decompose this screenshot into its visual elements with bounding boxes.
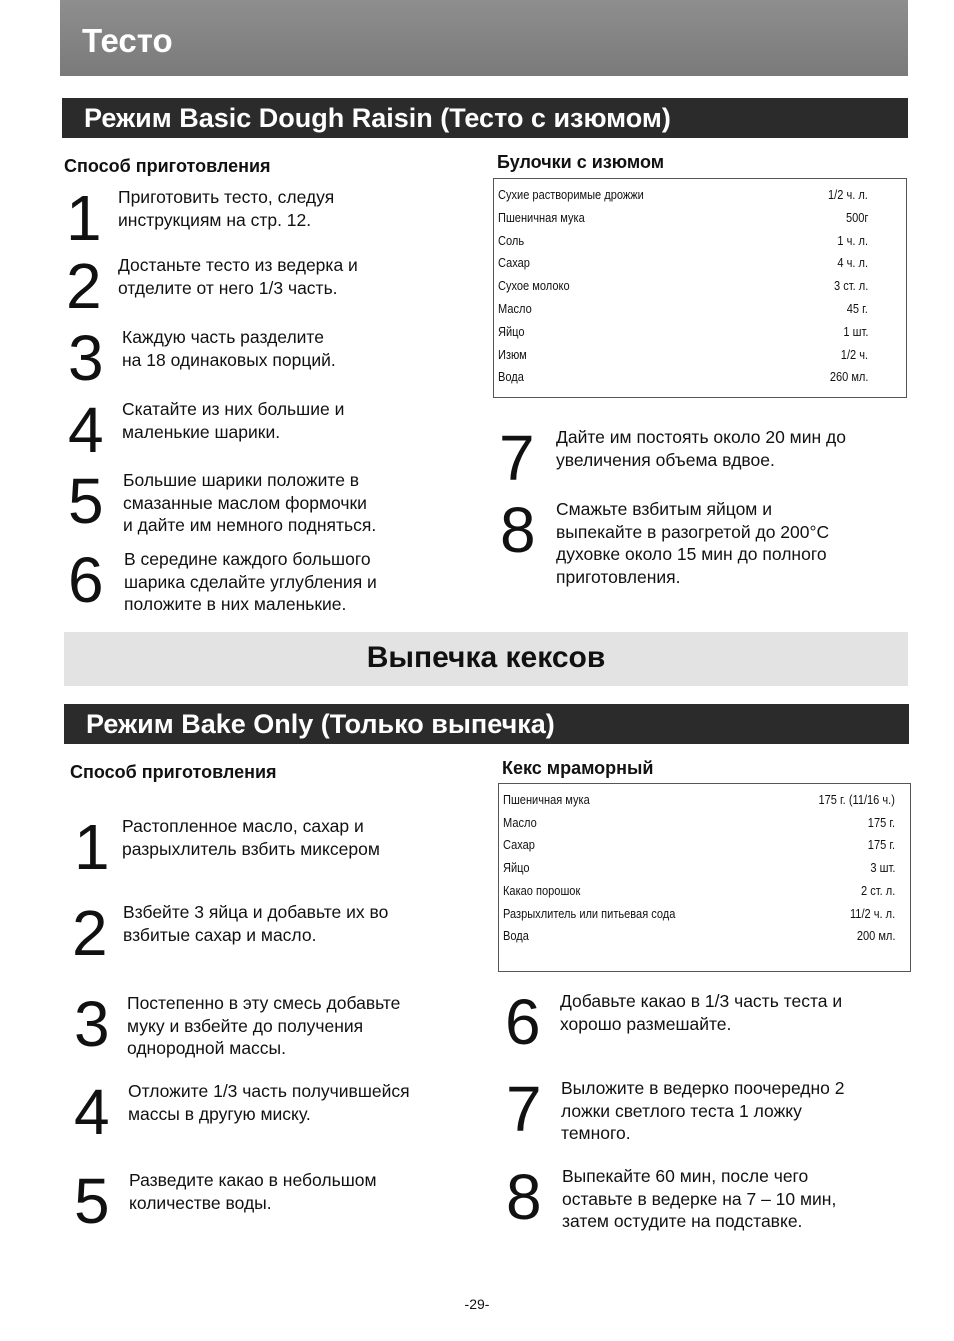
step-text-line: хорошо размешайте. [560,1013,732,1034]
step-text-line: взбитые сахар и масло. [123,924,317,945]
step-text-line: шарика сделайте углубления и [124,571,377,592]
step-text [122,815,380,860]
step-text-line: Скатайте из них большие и [122,399,345,419]
ingredient-quantity: 200 мл. [856,928,895,944]
step-number: 2 [66,250,102,322]
ingredient-row [494,301,906,319]
step-text-line: приготовления. [556,566,681,587]
step-text [123,901,388,946]
recipe-heading-dough: Булочки с изюмом [497,152,665,172]
step-number: 6 [505,986,541,1058]
step-text [561,1077,845,1145]
ingredient-quantity: 1 ч. л. [837,232,868,248]
step-number: 5 [74,1165,110,1237]
step-text-line: темного. [561,1123,631,1143]
step-number: 4 [68,394,104,466]
step-text [562,1165,836,1233]
step-number: 3 [74,988,110,1060]
step-text-line: Выложите в ведерко поочередно 2 [561,1078,845,1098]
ingredient-name: Сахар [498,255,530,271]
ingredient-name: Какао порошок [503,882,581,898]
step-text-line: и дайте им немного подняться. [123,515,377,535]
step-text [128,1080,410,1125]
step-text-line: Большие шарики положите в [123,470,360,490]
section-title-cakes: Выпечка кексов [366,641,606,674]
ingredient-quantity: 45 г. [846,301,868,316]
method-heading-bake: Способ приготовления [70,762,277,782]
mode-title-bake: Режим Bake Only (Только выпечка) [86,709,555,739]
step-text-line: Отложите 1/3 часть получившейся [128,1081,410,1101]
step-number: 8 [506,1161,542,1233]
step-number: 7 [506,1073,542,1145]
step-number: 8 [500,494,536,566]
ingredient-name: Разрыхлитель или питьевая сода [503,905,676,921]
step-number: 6 [68,544,104,616]
ingredient-quantity: 175 г. (11/16 ч.) [818,792,895,807]
mode-title-dough: Режим Basic Dough Raisin (Тесто с изюмом) [84,103,671,133]
ingredient-name: Пшеничная мука [503,792,590,807]
recipe-heading-bake: Кекс мраморный [502,758,654,778]
ingredient-name: Яйцо [498,323,525,339]
section-banner [60,0,908,76]
step-text-line: Постепенно в эту смесь добавьте [127,993,401,1013]
ingredient-row [499,860,910,878]
ingredients-table-raisin-buns [493,178,907,398]
ingredient-quantity: 1/2 ч. л. [828,187,868,202]
mode-title-bar-bake [64,704,909,744]
step-number: 1 [66,182,102,254]
ingredient-name: Вода [503,928,529,944]
step-text-line: количестве воды. [129,1192,272,1213]
step-text-line: массы в другую миску. [128,1103,311,1124]
ingredient-row [494,324,906,342]
step-number: 4 [74,1076,110,1148]
ingredient-row [499,928,910,946]
step-text-line: затем остудите на подставке. [562,1211,803,1231]
ingredient-quantity: 3 шт. [870,860,895,876]
step-text-line: ложки светлого теста 1 ложку [561,1100,802,1121]
step-number: 3 [68,322,104,394]
step-text-line: Разведите какао в небольшом [129,1170,377,1190]
ingredient-name: Сахар [503,837,535,853]
step-text-line: выпекайте в разогретой до 200°С [556,521,830,542]
step-number: 5 [68,465,104,537]
step-number: 1 [74,811,110,883]
ingredient-quantity: 260 мл. [829,369,868,385]
ingredient-row [499,837,910,855]
step-text-line: Взбейте 3 яйца и добавьте их во [123,902,389,922]
section-title: Тесто [82,22,173,59]
step-text-line: Выпекайте 60 мин, после чего [562,1166,809,1186]
page-number: -29- [464,1296,490,1312]
step-text [556,498,829,588]
step-text-line: Дайте им постоять около 20 мин до [556,427,846,447]
mode-title-bar-dough [62,98,908,138]
ingredient-name: Изюм [498,346,527,362]
step-text-line: положите в них маленькие. [124,594,347,614]
step-text-line: инструкциям на стр. 12. [118,209,312,230]
step-text-line: муку и взбейте до получения [127,1015,364,1036]
ingredient-name: Соль [498,232,525,248]
step-number: 2 [72,897,108,969]
step-text-line: оставьте в ведерке на 7 – 10 мин, [562,1188,837,1209]
ingredient-name: Масло [503,814,537,830]
ingredient-quantity: 175 г. [867,837,895,853]
ingredient-row [494,233,906,251]
ingredient-row [494,210,906,228]
step-text-line: духовке около 15 мин до полного [556,544,827,564]
step-text-line: Приготовить тесто, следуя [118,187,335,207]
ingredient-row [494,187,906,205]
ingredient-row [499,792,910,810]
step-text-line: Каждую часть разделите [122,327,324,347]
ingredient-name: Пшеничная мука [498,209,585,225]
ingredient-row [499,906,910,924]
ingredient-quantity: 500г [845,209,868,225]
ingredient-name: Сухое молоко [498,278,570,294]
step-text [122,326,336,371]
ingredient-row [494,278,906,296]
step-text-line: на 18 одинаковых порций. [122,349,336,370]
ingredient-row [494,347,906,365]
step-text [122,398,344,443]
step-text-line: Добавьте какао в 1/3 часть теста и [560,991,843,1011]
step-text-line: увеличения объема вдвое. [556,449,775,470]
step-text-line: разрыхлитель взбить миксером [122,838,380,859]
step-text [560,990,842,1035]
step-text [129,1169,377,1214]
ingredient-quantity: 11/2 ч. л. [849,905,895,921]
step-text [118,254,358,299]
step-text [124,548,377,616]
ingredient-quantity: 4 ч. л. [837,255,868,271]
step-text-line: Растопленное масло, сахар и [122,816,364,836]
step-text-line: смазанные маслом формочки [123,492,367,513]
step-text-line: отделите от него 1/3 часть. [118,277,338,298]
ingredient-name: Вода [498,369,524,385]
step-text-line: В середине каждого большого [124,549,371,569]
step-text-line: маленькие шарики. [122,421,281,442]
ingredient-row [494,255,906,273]
ingredient-quantity: 1/2 ч. [840,346,868,362]
step-number: 7 [499,422,535,494]
ingredient-name: Яйцо [503,860,530,876]
step-text-line: однородной массы. [127,1038,286,1058]
ingredient-row [494,369,906,387]
ingredient-quantity: 3 ст. л. [833,278,868,294]
section-banner-cakes [64,632,908,686]
ingredients-table-marble-cake [498,783,911,972]
step-text [118,186,334,231]
ingredient-name: Масло [498,301,532,316]
step-text-line: Смажьте взбитым яйцом и [556,499,772,519]
step-text-line: Достаньте тесто из ведерка и [118,255,358,275]
ingredient-quantity: 2 ст. л. [860,882,895,898]
ingredient-quantity: 1 шт. [843,323,868,339]
ingredient-quantity: 175 г. [867,814,895,830]
step-text [123,469,376,537]
method-heading-dough: Способ приготовления [64,156,271,176]
ingredient-row [499,883,910,901]
step-text [127,992,400,1060]
ingredient-row [499,815,910,833]
step-text [556,426,846,471]
ingredient-name: Сухие растворимые дрожжи [498,187,644,202]
